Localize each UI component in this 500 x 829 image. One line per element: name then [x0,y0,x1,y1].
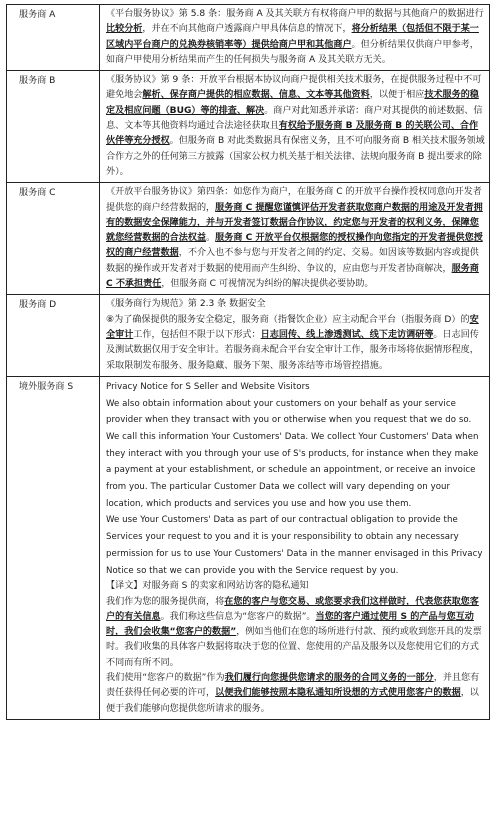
paragraph [106,396,485,513]
paragraph [106,7,485,68]
paragraph [106,379,485,396]
row-label: 服务商 C [7,183,100,295]
emphasis-text: 当您的客户通过使用 S 的产品与您互动时，我们会收集“您客户的数据” [106,611,474,638]
text-segment: 。我们称这些信息为“您客户的数据”。 [160,611,316,622]
row-label: 服务商 D [7,295,100,376]
text-segment: ，并在不向其他商户透露商户甲具体信息的情况下， [142,24,352,35]
emphasis-text: 比较分析 [106,24,143,35]
text-segment: ⑧为了确保提供的服务安全稳定，服务商（指餐饮企业）应主动配合平台（指服务商 D）的 [106,314,470,325]
row-label: 服务商 B [7,71,100,183]
text-segment: 《服务商行为规范》第 2.3 条 数据安全 [106,299,266,310]
text-segment: 《服务协议》第 9 条：开放平台根据本协议向商户提供相关技术服务，在提供服务过程中不可避免地会 [106,75,482,101]
emphasis-text: 服务商 C 提醒您谨慎评估开发者获取您商户数据的用途及开发者拥有的数据安全保障能力，并与开发者签订数据合作协议，约定您与开发者的权利义务，保障您就您经营数据的合法权益 [106,202,483,244]
emphasis-text: 在您的客户与您交易、或您要求我们这样做时，代表您获取您客户的有关信息 [106,596,479,622]
row-content [100,71,490,183]
paragraph [106,73,485,180]
text-segment: ，以便于相应 [369,90,425,101]
row-content [100,5,490,71]
text-segment: 我们使用“您客户的数据”作为 [106,673,225,684]
emphasis-text: 日志回传、线上渗透测试、线下走访调研等 [260,329,434,340]
emphasis-text: 安全审计 [106,314,479,340]
text-segment: 《开放平台服务协议》第四条：如您作为商户，在服务商 C 的开放平台操作授权同意向开发者提供您的商户经营数据的， [106,187,482,213]
paragraph [106,512,485,579]
row-content [100,376,490,719]
text-segment: ，例如当他们在您的场所进行付款、预约或收到您开具的发票时。我们收集的具体客户数据将取决于您的位置、您使用的产品及服务以及您使用它们的方式不同而有所不同。 [106,627,482,668]
text-segment: Privacy Notice for S Seller and Website Visitors [106,381,310,392]
text-segment: 。日志回传及测试数据仅用于安全审计。若服务商未配合平台安全审计工作，服务市场将依据情形程度，采取限制发布服务、服务隐藏、服务下架、服务冻结等市场管控措施。 [106,329,479,371]
row-label: 服务商 A [7,5,100,71]
paragraph [106,313,485,374]
text-segment: 工作，包括但不限于以下形式： [133,329,261,340]
text-segment: ，并且您有责任获得任何必要的许可， [106,673,480,699]
emphasis-text: 将分析结果（包括但不限于某一区域内平台商户的兑换券核销率等）提供给商户甲和其他商户 [106,24,479,50]
paragraph [106,185,485,292]
english-notice [106,379,485,579]
emphasis-text: 技术服务的稳定及相应问题（BUG）等的排查、解决 [106,90,479,116]
text-segment: 我们作为您的服务提供商，将 [106,596,225,607]
emphasis-text: 有权给予服务商 B 及服务商 B 的关联公司、合作伙伴等充分授权 [106,121,479,147]
text-segment: ，不介入也不参与您与开发者之间的约定、交易。如因该等数据内容或提供数据的操作或开发者对于数据的使用而产生纠纷、争议的，应由您与开发者协商解决， [106,248,479,274]
table-row-c [7,183,490,295]
row-content [100,295,490,376]
table-row-d [7,295,490,376]
text-segment: We use Your Customers' Data as part of our contractual obligation to provide the Services your request to you and it is your responsibility to obtain any necessary permission for us to use Your Customers' Data in the manner envisaged in this Privacy Notice so that we can provide you with the Service request by you. [106,515,483,576]
text-segment: 《平台服务协议》第 5.8 条：服务商 A 及其关联方有权将商户甲的数据与其他商户的数据进行 [106,9,484,19]
emphasis-text: 我们履行向您提供您请求的服务的合同义务的一部分 [224,673,434,684]
text-segment: ，但服务商 C 可视情况为纠纷的解决提供必要协助。 [161,279,374,290]
paragraph [106,579,485,594]
text-segment: 【译文】对服务商 S 的卖家和网站访客的隐私通知 [106,581,309,592]
emphasis-text: 解析、保存商户提供的相应数据、信息、文本等其他资料 [142,90,370,101]
text-segment: 。但分析结果仅供商户甲参考，如商户甲使用分析结果而产生的任何损失与服务商 A 及其关联方无关。 [106,39,479,65]
paragraph [106,671,485,717]
table-row-a [7,5,490,71]
text-segment: We also obtain information about your customers on your behalf as your service provider when they transact with you or otherwise when you request that we do so. We call this information Your Customers' Data. We collect Your Customers' Data when they interact with you through your use of S's products, for instance when they make a payment at your establishment, or schedule an appointment, or receive an invoice from you. The particular Customer Data we collect will vary depending on your location, which products and services you use and how you use them. [106,398,479,509]
table-body [7,5,490,720]
comparison-table [6,4,490,720]
paragraph [106,595,485,671]
table-row-s [7,376,490,719]
paragraph [106,297,485,312]
row-content [100,183,490,295]
emphasis-text: 服务商 C 开放平台仅根据您的授权操作向您指定的开发者提供您授权的商户经营数据 [106,233,483,259]
text-segment: 。商户对此知悉并承诺：商户对其提供的前述数据、信息、文本等其他资料均通过合法途径获取且 [106,105,483,132]
row-label: 境外服务商 S [7,376,100,719]
emphasis-text: 以便我们能够按照本隐私通知所设想的方式使用您客户的数据 [215,688,461,699]
text-segment: ，以便于我们能够向您提供您所请求的服务。 [106,688,479,714]
table-row-b [7,71,490,183]
text-segment: 。 [206,233,216,244]
emphasis-text: 服务商 C 不承担责任 [106,263,479,290]
text-segment: 。但服务商 B 对此类数据具有保密义务，且不可向服务商 B 相关技术服务领域合作方之外的任何第三方披露（国家公权力机关基于相关法律、法规向服务商 B 提出要求的除外）。 [106,136,485,177]
